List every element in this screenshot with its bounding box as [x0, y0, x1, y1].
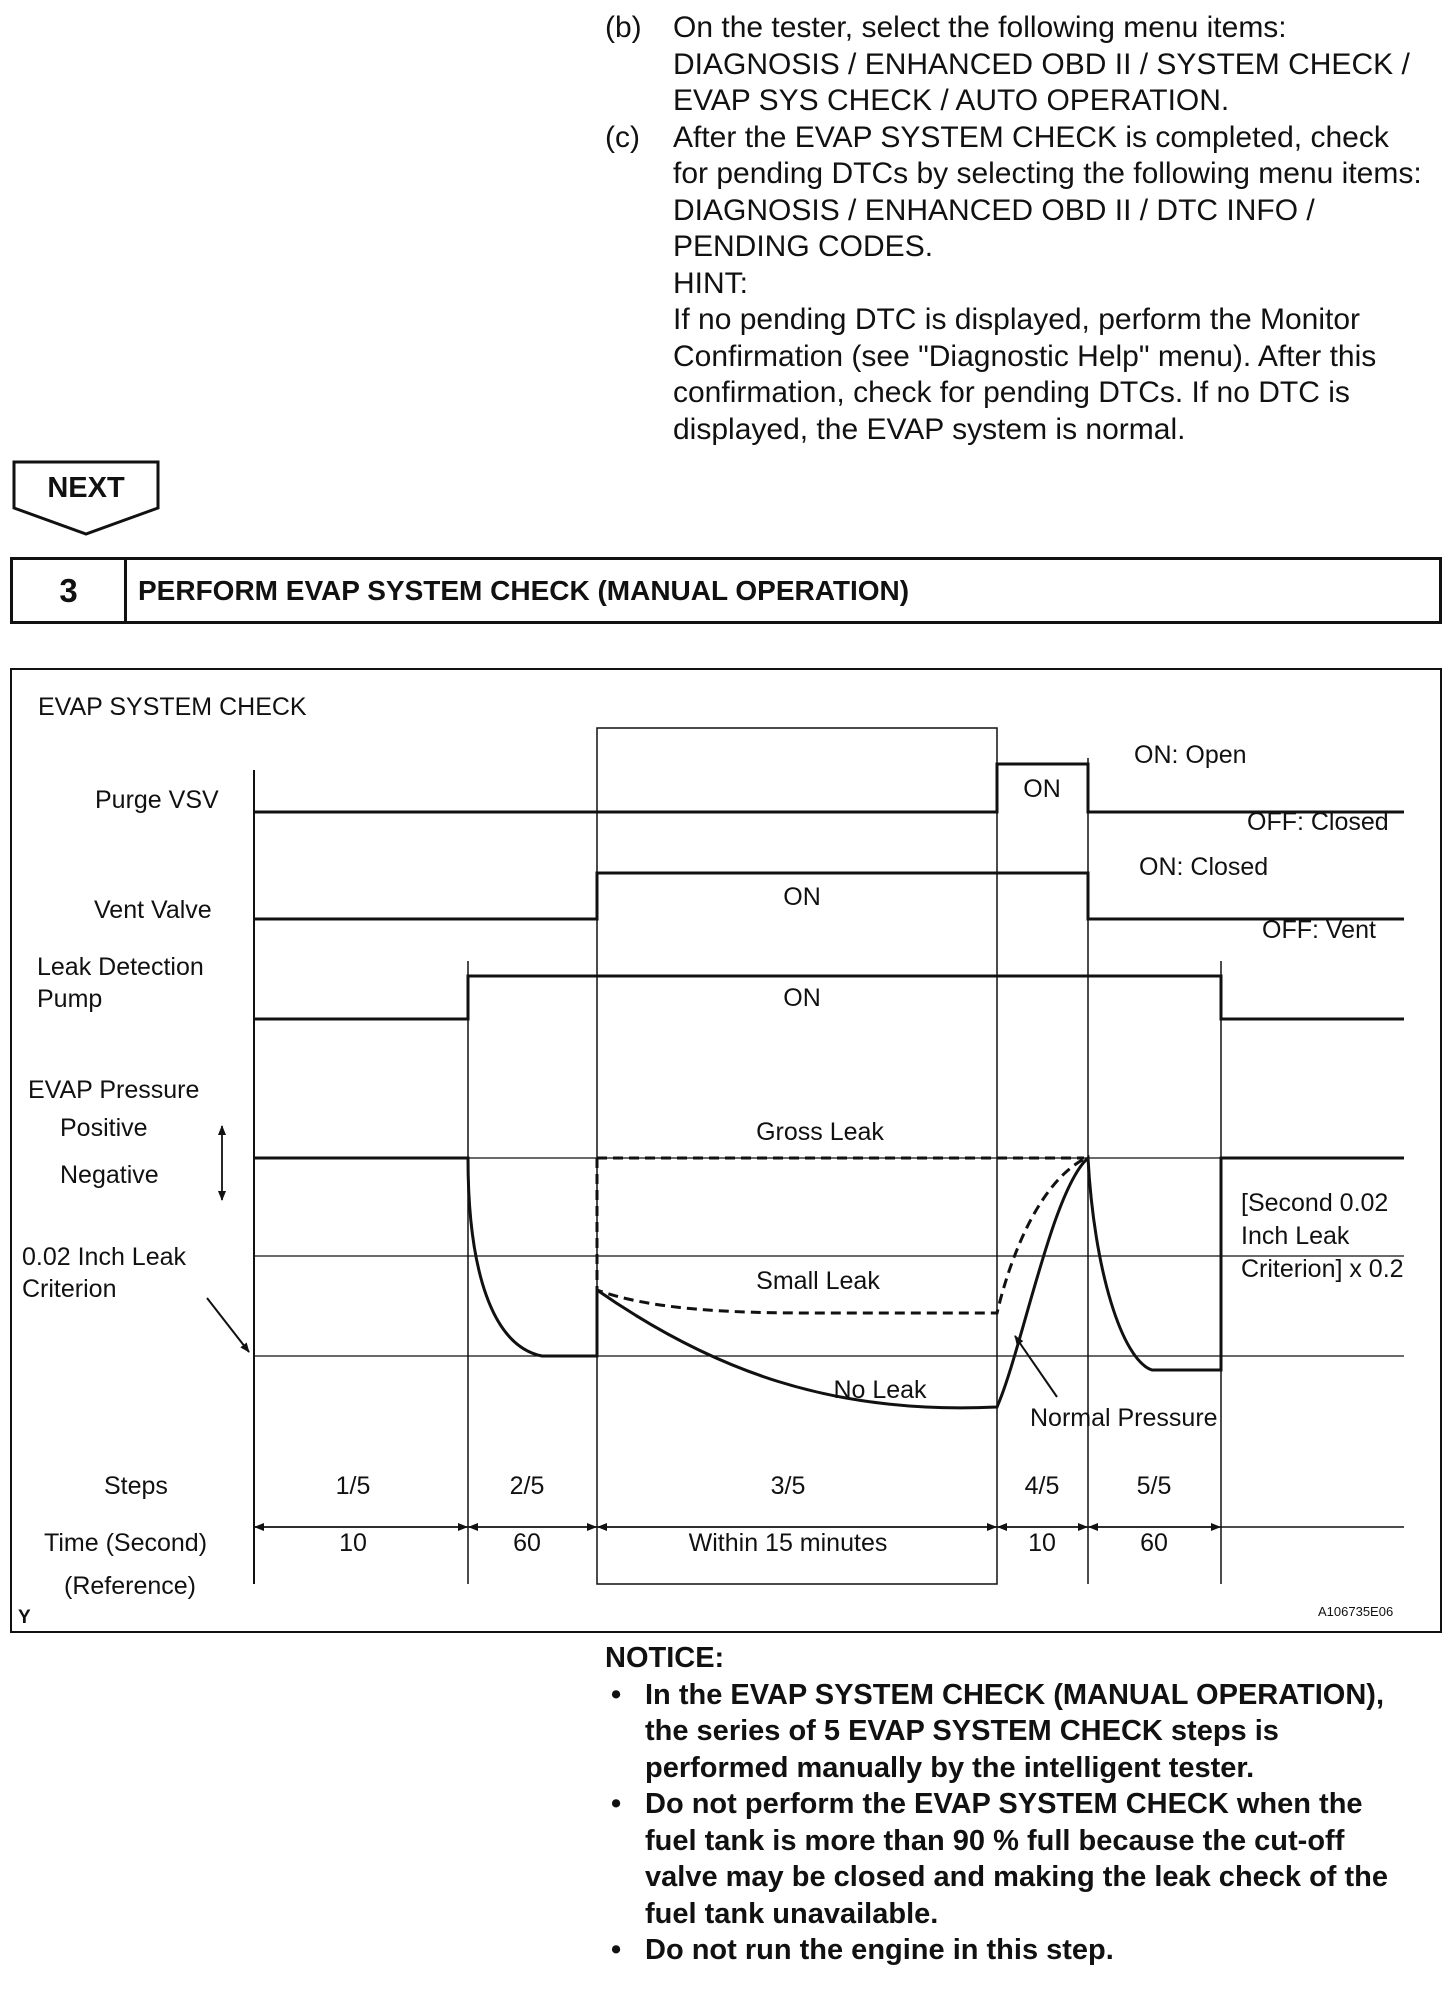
vent-on-label: ON: [783, 883, 821, 911]
gross-leak-label: Gross Leak: [756, 1118, 884, 1146]
row-label-evap-pressure: EVAP Pressure: [28, 1076, 200, 1104]
second-criterion-line-3: Criterion] x 0.2: [1241, 1255, 1404, 1283]
notice-line: valve may be closed and making the leak check of the: [645, 1861, 1389, 1893]
purge-vsv-signal: [254, 764, 1404, 812]
notice-item: [605, 1786, 1445, 1932]
notice-line: Do not run the engine in this step.: [645, 1934, 1114, 1966]
procedure-line: confirmation, check for pending DTCs. If no DTC is: [673, 376, 1350, 409]
row-label-leak-pump-2: Pump: [37, 985, 103, 1013]
step3-region: [597, 728, 997, 1584]
normal-pressure-pointer: [1015, 1336, 1057, 1397]
bullet-icon: •: [611, 1788, 622, 1820]
next-badge[interactable]: [12, 460, 160, 536]
procedure-line: PENDING CODES.: [673, 230, 934, 263]
label-leak-criterion: 0.02 Inch Leak: [22, 1243, 187, 1271]
notice-line: fuel tank is more than 90 % full because the cut-off: [645, 1824, 1345, 1857]
label-leak-criterion-2: Criterion: [22, 1275, 117, 1303]
label-negative: Negative: [60, 1161, 159, 1189]
corner-mark: Y: [18, 1607, 31, 1628]
time-label: Time (Second): [44, 1529, 208, 1557]
label-positive: Positive: [60, 1114, 148, 1142]
diagram-title: EVAP SYSTEM CHECK: [38, 693, 307, 721]
timing-chart: [12, 670, 1440, 1631]
procedure-line: If no pending DTC is displayed, perform the Monitor: [673, 303, 1360, 336]
criterion-pointer: [207, 1298, 249, 1352]
row-label-leak-pump: Leak Detection: [37, 953, 204, 981]
row-label-vent-valve: Vent Valve: [94, 896, 212, 924]
procedure-line: DIAGNOSIS / ENHANCED OBD II / SYSTEM CHECK /: [673, 47, 1410, 81]
notice-list: [605, 1677, 1445, 1969]
step-5: 5/5: [1136, 1472, 1172, 1500]
hint-label: HINT:: [673, 266, 748, 300]
procedure-steps: [605, 10, 1445, 448]
purge-off-state: OFF: Closed: [1247, 808, 1389, 836]
bullet-icon: •: [611, 1934, 622, 1966]
notice-line: the series of 5 EVAP SYSTEM CHECK steps is: [645, 1715, 1279, 1747]
step-number: 3: [13, 560, 127, 621]
step-header: [10, 557, 1442, 624]
time-2: 60: [513, 1529, 541, 1557]
step-title: PERFORM EVAP SYSTEM CHECK (MANUAL OPERATION): [138, 575, 910, 606]
time-1: 10: [339, 1529, 367, 1557]
row-label-purge-vsv: Purge VSV: [95, 786, 219, 814]
step-2: 2/5: [509, 1472, 545, 1500]
step-4: 4/5: [1024, 1472, 1060, 1500]
vent-on-state: ON: Closed: [1139, 853, 1269, 881]
leak-pump-signal: [254, 976, 1404, 1019]
procedure-line: EVAP SYS CHECK / AUTO OPERATION.: [673, 84, 1230, 117]
procedure-line: for pending DTCs by selecting the following menu items:: [673, 157, 1422, 190]
steps-label: Steps: [104, 1472, 168, 1500]
bullet-icon: •: [611, 1678, 622, 1711]
procedure-line: DIAGNOSIS / ENHANCED OBD II / DTC INFO /: [673, 193, 1315, 227]
procedure-line: After the EVAP SYSTEM CHECK is completed, check: [673, 120, 1389, 154]
notice-line: Do not perform the EVAP SYSTEM CHECK when the: [645, 1788, 1363, 1820]
figure-id: A106735E06: [1318, 1604, 1394, 1619]
procedure-item-label: (b): [605, 11, 642, 44]
vent-off-state: OFF: Vent: [1262, 916, 1376, 944]
second-criterion-line-1: [Second 0.02: [1241, 1189, 1389, 1217]
next-label: NEXT: [47, 472, 125, 504]
step-1: 1/5: [335, 1472, 371, 1500]
notice: [605, 1640, 1445, 1969]
reference-label: (Reference): [64, 1572, 196, 1600]
notice-line: In the EVAP SYSTEM CHECK (MANUAL OPERATION),: [645, 1678, 1385, 1711]
purge-on-state: ON: Open: [1134, 741, 1247, 769]
time-4: 10: [1028, 1529, 1056, 1557]
procedure-line: On the tester, select the following menu items:: [673, 11, 1287, 44]
evap-timing-diagram: [10, 668, 1442, 1633]
purge-on-label: ON: [1023, 775, 1061, 803]
notice-line: performed manually by the intelligent tester.: [645, 1751, 1255, 1784]
time-5: 60: [1140, 1529, 1168, 1557]
procedure-item-c: [605, 120, 1445, 449]
small-leak-label: Small Leak: [756, 1267, 880, 1295]
pump-on-label: ON: [783, 984, 821, 1012]
notice-item: [605, 1677, 1445, 1787]
notice-heading: NOTICE:: [605, 1642, 725, 1674]
notice-line: fuel tank unavailable.: [645, 1897, 939, 1930]
normal-pressure-label: Normal Pressure: [1030, 1404, 1218, 1432]
time-3: Within 15 minutes: [688, 1529, 888, 1557]
procedure-line: displayed, the EVAP system is normal.: [673, 412, 1186, 446]
step-3: 3/5: [770, 1472, 806, 1500]
notice-item: [605, 1932, 1445, 1969]
procedure-item-b: [605, 10, 1445, 120]
procedure-item-label: (c): [605, 120, 640, 154]
second-criterion-line-2: Inch Leak: [1241, 1222, 1350, 1250]
no-leak-label: No Leak: [833, 1376, 927, 1404]
procedure-line: Confirmation (see "Diagnostic Help" menu). After this: [673, 339, 1377, 373]
